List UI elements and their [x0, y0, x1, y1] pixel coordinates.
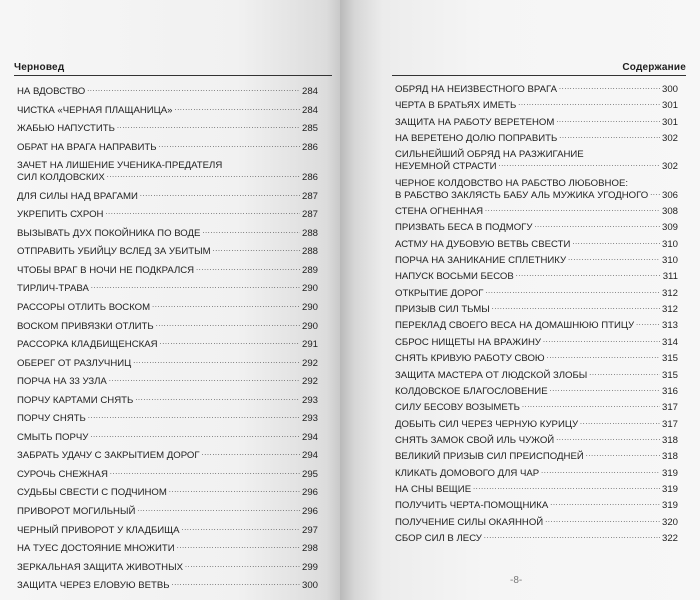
toc-entry-title: РАССОРКА КЛАДБИЩЕНСКАЯ	[17, 339, 158, 351]
toc-entry-title: СТЕНА ОГНЕННАЯ	[395, 206, 484, 218]
toc-entry	[395, 178, 678, 201]
toc-entry-page: 284	[301, 104, 318, 116]
toc-entry-title: ЗАБРАТЬ УДАЧУ С ЗАКРЫТИЕМ ДОРОГ	[17, 450, 200, 462]
running-header-left: Черновед	[14, 62, 332, 76]
toc-entry-page: 318	[661, 434, 678, 446]
toc-entry-title: СМЫТЬ ПОРЧУ	[17, 431, 89, 443]
dot-leader	[589, 370, 660, 378]
toc-entry-page: 289	[301, 264, 318, 276]
toc-entry-page: 291	[301, 339, 318, 351]
toc-entry	[395, 222, 678, 233]
toc-entry-page: 299	[301, 561, 318, 573]
dot-leader	[105, 209, 300, 217]
toc-entry	[395, 484, 678, 495]
dot-leader	[202, 450, 300, 458]
toc-entry-page: 285	[301, 123, 318, 135]
toc-entry-page: 288	[301, 246, 318, 258]
toc-entry-title: УКРЕПИТЬ СХРОН	[17, 209, 104, 221]
toc-entry	[17, 160, 318, 183]
toc-entry	[395, 370, 678, 381]
toc-entry	[17, 413, 318, 424]
toc-entry	[395, 320, 678, 331]
toc-entry	[395, 239, 678, 250]
toc-entry	[395, 386, 678, 397]
toc-entry	[395, 133, 678, 144]
toc-entry-page: 295	[301, 468, 318, 480]
toc-entry-page: 293	[301, 413, 318, 425]
toc-entry-title: ВОСКОМ ПРИВЯЗКИ ОТЛИТЬ	[17, 320, 154, 332]
toc-entry-page: 319	[661, 483, 678, 495]
toc-entry-title: СУДЬБЫ СВЕСТИ С ПОДЧИНОМ	[17, 487, 167, 499]
toc-entry-page: 312	[661, 287, 678, 299]
dot-leader	[156, 321, 300, 329]
dot-leader	[213, 246, 300, 254]
toc-entry-page: 308	[661, 206, 678, 218]
dot-leader	[91, 283, 300, 291]
toc-entry-title: СИЛУ БЕСОВУ ВОЗЫМЕТЬ	[395, 402, 520, 414]
toc-entry	[395, 533, 678, 544]
dot-leader	[485, 288, 660, 296]
dot-leader	[522, 402, 660, 410]
toc-entry-title: ЗАЩИТА ЧЕРЕЗ ЕЛОВУЮ ВЕТВЬ	[17, 580, 170, 592]
toc-entry-title: ЖАБЬЮ НАПУСТИТЬ	[17, 123, 115, 135]
toc-entry-title: ОТКРЫТИЕ ДОРОГ	[395, 287, 484, 299]
toc-entry-title: НЕУЕМНОЙ СТРАСТИ	[395, 161, 497, 173]
toc-entry	[395, 337, 678, 348]
toc-entry-page: 322	[661, 532, 678, 544]
toc-entry-page: 294	[301, 450, 318, 462]
dot-leader	[556, 117, 660, 125]
toc-entry-title: СНЯТЬ КРИВУЮ РАБОТУ СВОЮ	[395, 353, 545, 365]
toc-entry-title: СНЯТЬ ЗАМОК СВОЙ ИЛЬ ЧУЖОЙ	[395, 434, 555, 446]
toc-entry-page: 292	[301, 357, 318, 369]
toc-entry-page: 301	[661, 116, 678, 128]
toc-entry-title: ОБРАТ НА ВРАГА НАПРАВИТЬ	[17, 141, 157, 153]
dot-leader	[140, 191, 300, 199]
dot-leader	[202, 228, 300, 236]
toc-entry	[395, 500, 678, 511]
dot-leader	[559, 84, 660, 92]
toc-entry-page: 317	[661, 418, 678, 430]
dot-leader	[534, 222, 660, 230]
dot-leader	[580, 419, 660, 427]
toc-entry-title: ДЛЯ СИЛЫ НАД ВРАГАМИ	[17, 190, 138, 202]
toc-entry-title: РАССОРЫ ОТЛИТЬ ВОСКОМ	[17, 302, 151, 314]
toc-entry-title: ПРИЗЫВ СИЛ ТЬМЫ	[395, 304, 490, 316]
toc-entry-title: ЧЕРТА В БРАТЬЯХ ИМЕТЬ	[395, 100, 517, 112]
toc-entry	[17, 358, 318, 369]
dot-leader	[172, 580, 300, 588]
toc-entry	[395, 84, 678, 95]
dot-leader	[159, 142, 300, 150]
toc-entry-page: 319	[661, 500, 678, 512]
toc-entry-page: 318	[661, 451, 678, 463]
dot-leader	[182, 525, 300, 533]
dot-leader	[175, 105, 300, 113]
dot-leader	[568, 255, 660, 263]
toc-entry-page: 311	[662, 271, 678, 283]
toc-entry	[395, 402, 678, 413]
toc-entry	[17, 321, 318, 332]
toc-entry-title: ПОЛУЧИТЬ ЧЕРТА-ПОМОЩНИКА	[395, 500, 549, 512]
toc-entry	[17, 450, 318, 461]
dot-leader	[90, 432, 300, 440]
toc-entry	[17, 395, 318, 406]
toc-entry	[17, 562, 318, 573]
dot-leader	[545, 517, 660, 525]
toc-entry	[395, 100, 678, 111]
toc-entry	[17, 487, 318, 498]
toc-list-left	[17, 86, 318, 599]
toc-entry-title: ОТПРАВИТЬ УБИЙЦУ ВСЛЕД ЗА УБИТЫМ	[17, 246, 211, 258]
page-number-footer: -8-	[510, 575, 523, 586]
toc-entry-page: 287	[301, 209, 318, 221]
dot-leader	[185, 562, 300, 570]
toc-entry-title: ЗАЧЕТ НА ЛИШЕНИЕ УЧЕНИКА-ПРЕДАТЕЛЯ	[17, 160, 223, 172]
dot-leader	[117, 123, 300, 131]
toc-entry-page: 313	[661, 320, 678, 332]
toc-entry	[395, 149, 678, 172]
toc-entry-title: СБРОС НИЩЕТЫ НА ВРАЖИНУ	[395, 336, 542, 348]
toc-entry	[17, 580, 318, 591]
toc-entry-title: ТИРЛИЧ-ТРАВА	[17, 283, 89, 295]
toc-entry-page: 300	[661, 84, 678, 95]
toc-entry-title: ЧЕРНОЕ КОЛДОВСТВО НА РАБСТВО ЛЮБОВНОЕ:	[395, 177, 629, 189]
toc-entry-page: 290	[301, 302, 318, 314]
toc-entry-page: 297	[301, 524, 318, 536]
toc-entry	[395, 451, 678, 462]
toc-entry-page: 315	[661, 369, 678, 381]
toc-entry-title: СБОР СИЛ В ЛЕСУ	[395, 532, 482, 544]
dot-leader	[177, 543, 300, 551]
toc-entry-title: СИЛ КОЛДОВСКИХ	[17, 172, 105, 184]
toc-entry	[17, 506, 318, 517]
toc-entry-page: 315	[661, 353, 678, 365]
dot-leader	[485, 206, 660, 214]
dot-leader	[133, 358, 300, 366]
dot-leader	[518, 100, 660, 108]
toc-entry-page: 294	[301, 431, 318, 443]
toc-entry-title: КЛИКАТЬ ДОМОВОГО ДЛЯ ЧАР	[395, 467, 540, 479]
dot-leader	[516, 271, 661, 279]
toc-entry	[17, 142, 318, 153]
toc-entry-title: ПОЛУЧЕНИЕ СИЛЫ ОКАЯННОЙ	[395, 516, 544, 528]
toc-entry	[17, 469, 318, 480]
toc-entry-page: 320	[661, 516, 678, 528]
toc-entry-title: ОБРЯД НА НЕИЗВЕСТНОГО ВРАГА	[395, 84, 557, 95]
toc-entry	[395, 271, 678, 282]
toc-entry-title: ВЫЗЫВАТЬ ДУХ ПОКОЙНИКА ПО ВОДЕ	[17, 227, 201, 239]
dot-leader	[559, 133, 660, 141]
dot-leader	[473, 484, 660, 492]
dot-leader	[650, 190, 660, 198]
toc-entry-title: ЧЕРНЫЙ ПРИВОРОТ У КЛАДБИЩА	[17, 524, 180, 536]
toc-entry-page: 314	[661, 336, 678, 348]
toc-entry-page: 287	[301, 190, 318, 202]
toc-entry	[17, 339, 318, 350]
toc-entry-title: СУРОЧЬ СНЕЖНАЯ	[17, 468, 108, 480]
toc-entry	[395, 255, 678, 266]
dot-leader	[137, 506, 300, 514]
dot-leader	[107, 172, 300, 180]
toc-entry-title: НАПУСК ВОСЬМИ БЕСОВ	[395, 271, 514, 283]
toc-entry	[17, 123, 318, 134]
dot-leader	[160, 339, 300, 347]
toc-entry-page: 286	[301, 141, 318, 153]
toc-entry-page: 296	[301, 506, 318, 518]
toc-entry	[395, 206, 678, 217]
toc-entry-page: 288	[301, 227, 318, 239]
dot-leader	[109, 376, 300, 384]
toc-entry-page: 284	[301, 86, 318, 97]
toc-entry-page: 301	[661, 100, 678, 112]
right-page	[340, 0, 700, 600]
toc-entry-page: 317	[661, 402, 678, 414]
dot-leader	[196, 265, 300, 273]
toc-entry-page: 293	[301, 394, 318, 406]
dot-leader	[484, 533, 660, 541]
dot-leader	[169, 487, 300, 495]
toc-entry-page: 309	[661, 222, 678, 234]
toc-entry-page: 290	[301, 283, 318, 295]
toc-entry	[17, 376, 318, 387]
dot-leader	[492, 304, 660, 312]
toc-entry-page: 286	[301, 172, 318, 184]
left-page	[0, 0, 340, 600]
toc-entry-title: ЗАЩИТА МАСТЕРА ОТ ЛЮДСКОЙ ЗЛОБЫ	[395, 369, 588, 381]
dot-leader	[550, 500, 660, 508]
toc-entry	[395, 353, 678, 364]
dot-leader	[135, 395, 300, 403]
toc-entry-title: АСТМУ НА ДУБОВУЮ ВЕТВЬ СВЕСТИ	[395, 238, 571, 250]
toc-entry-page: 296	[301, 487, 318, 499]
toc-entry	[395, 304, 678, 315]
toc-list-right	[395, 84, 678, 549]
toc-entry	[17, 86, 318, 97]
dot-leader	[547, 353, 660, 361]
dot-leader	[556, 435, 660, 443]
toc-entry-title: ПОРЧА НА 33 УЗЛА	[17, 376, 107, 388]
toc-entry-title: ПОРЧУ КАРТАМИ СНЯТЬ	[17, 394, 134, 406]
toc-entry-page: 300	[301, 580, 318, 592]
toc-entry-title: ПОРЧА НА ЗАНИКАНИЕ СПЛЕТНИКУ	[395, 255, 567, 267]
toc-entry-title: ОБЕРЕГ ОТ РАЗЛУЧНИЦ	[17, 357, 132, 369]
toc-entry-title: НА ТУЕС ДОСТОЯНИЕ МНОЖИТИ	[17, 543, 175, 555]
toc-entry	[17, 302, 318, 313]
toc-entry	[17, 265, 318, 276]
toc-entry-title: ВЕЛИКИЙ ПРИЗЫВ СИЛ ПРЕИСПОДНЕЙ	[395, 451, 584, 463]
toc-entry-page: 310	[661, 238, 678, 250]
toc-entry-title: ПРИЗВАТЬ БЕСА В ПОДМОГУ	[395, 222, 533, 234]
dot-leader	[541, 468, 660, 476]
toc-entry	[17, 246, 318, 257]
toc-entry-page: 292	[301, 376, 318, 388]
toc-entry-title: В РАБСТВО ЗАКЛЯСТЬ БАБУ АЛЬ МУЖИКА УГОДНОГО	[395, 189, 649, 201]
toc-entry-title: ДОБЫТЬ СИЛ ЧЕРЕЗ ЧЕРНУЮ КУРИЦУ	[395, 418, 579, 430]
toc-entry-page: 316	[661, 385, 678, 397]
running-header-right: Содержание	[392, 62, 686, 76]
toc-entry-title: НА ВЕРЕТЕНО ДОЛЮ ПОПРАВИТЬ	[395, 133, 558, 145]
dot-leader	[543, 337, 660, 345]
dot-leader	[110, 469, 300, 477]
toc-entry-page: 298	[301, 543, 318, 555]
toc-entry	[395, 517, 678, 528]
toc-entry-title: ПОРЧУ СНЯТЬ	[17, 413, 86, 425]
toc-entry-title: ЗЕРКАЛЬНАЯ ЗАЩИТА ЖИВОТНЫХ	[17, 561, 183, 573]
toc-entry	[17, 432, 318, 443]
toc-entry-title: ПРИВОРОТ МОГИЛЬНЫЙ	[17, 506, 136, 518]
toc-entry	[17, 191, 318, 202]
toc-entry-title: ПЕРЕКЛАД СВОЕГО ВЕСА НА ДОМАШНЮЮ ПТИЦУ	[395, 320, 635, 332]
dot-leader	[499, 161, 660, 169]
toc-entry	[17, 105, 318, 116]
toc-entry	[395, 288, 678, 299]
toc-entry	[395, 419, 678, 430]
toc-entry-title: ЧИСТКА «ЧЕРНАЯ ПЛАЩАНИЦА»	[17, 104, 173, 116]
toc-entry-page: 302	[661, 161, 678, 173]
toc-entry	[17, 228, 318, 239]
dot-leader	[87, 86, 300, 94]
toc-entry-title: СИЛЬНЕЙШИЙ ОБРЯД НА РАЗЖИГАНИЕ	[395, 149, 584, 161]
toc-entry-title: КОЛДОВСКОЕ БЛАГОСЛОВЕНИЕ	[395, 385, 548, 397]
toc-entry-title: ЧТОБЫ ВРАГ В НОЧИ НЕ ПОДКРАЛСЯ	[17, 264, 195, 276]
toc-entry	[395, 468, 678, 479]
dot-leader	[550, 386, 660, 394]
toc-entry	[17, 543, 318, 554]
toc-entry-page: 290	[301, 320, 318, 332]
dot-leader	[572, 239, 660, 247]
toc-entry	[17, 209, 318, 220]
toc-entry-title: НА СНЫ ВЕЩИЕ	[395, 483, 472, 495]
dot-leader	[636, 320, 660, 328]
toc-entry	[17, 283, 318, 294]
toc-entry-page: 306	[661, 189, 678, 201]
toc-entry-page: 310	[661, 255, 678, 267]
toc-entry	[395, 117, 678, 128]
dot-leader	[152, 302, 300, 310]
toc-entry	[17, 525, 318, 536]
toc-entry-title: НА ВДОВСТВО	[17, 86, 86, 97]
toc-entry-title: ЗАЩИТА НА РАБОТУ ВЕРЕТЕНОМ	[395, 116, 555, 128]
dot-leader	[586, 451, 660, 459]
toc-entry-page: 319	[661, 467, 678, 479]
toc-entry	[395, 435, 678, 446]
dot-leader	[88, 413, 300, 421]
toc-entry-page: 302	[661, 133, 678, 145]
toc-entry-page: 312	[661, 304, 678, 316]
